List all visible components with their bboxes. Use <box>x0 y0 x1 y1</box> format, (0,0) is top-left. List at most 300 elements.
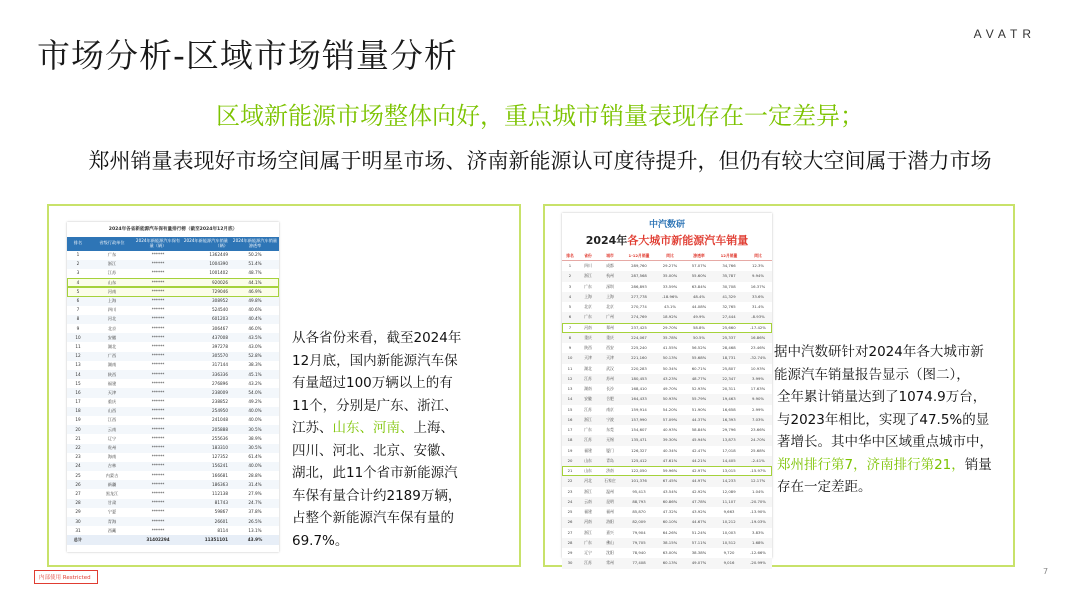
text-line: 全年累计销量达到了1074.9万台， <box>777 389 987 405</box>
table-cell: 东莞 <box>606 427 614 433</box>
table-cell: 10,212 <box>722 519 736 525</box>
table-cell: 吉林 <box>107 463 117 469</box>
table-cell: 11,107 <box>722 498 736 504</box>
province-table-row <box>67 324 279 333</box>
table-cell: 46.0% <box>248 325 262 331</box>
table-cell: ****** <box>151 509 165 515</box>
table-cell: 24.70% <box>750 437 766 443</box>
table-cell: 40.6% <box>248 307 262 313</box>
table-cell: 59.96% <box>662 468 678 474</box>
table-cell: 18 <box>567 437 573 443</box>
table-cell: 常州 <box>606 560 614 566</box>
table-cell: 437008 <box>212 334 228 340</box>
table-cell: ****** <box>151 371 165 377</box>
table-cell: 31 <box>75 527 81 533</box>
table-cell: 1.68% <box>751 539 765 545</box>
table-cell: 10,512 <box>722 539 736 545</box>
province-table-row <box>67 315 279 324</box>
city-table-row <box>562 415 772 425</box>
table-cell: 20 <box>567 457 573 463</box>
table-cell: 28 <box>75 500 81 506</box>
table-cell: 26.5% <box>248 518 262 524</box>
table-cell: 112138 <box>212 490 228 496</box>
table-cell: 新疆 <box>107 481 117 487</box>
header-cell: 省级行政单位 <box>99 240 125 246</box>
table-cell: 9.90% <box>751 396 765 402</box>
table-cell: ****** <box>151 445 165 451</box>
text-segment: 江苏、 <box>292 420 333 436</box>
table-cell: 6 <box>568 314 572 320</box>
city-table-brand: 中汽数研 <box>648 220 685 230</box>
table-cell: 241048 <box>212 417 228 423</box>
table-cell: 4 <box>76 279 80 285</box>
table-cell: 广东 <box>584 283 592 289</box>
table-cell: 63.84% <box>691 283 707 289</box>
table-cell: 32,765 <box>722 304 736 310</box>
table-cell: 合肥 <box>606 396 614 402</box>
table-cell: 49.9% <box>692 314 706 320</box>
table-cell: 47.61% <box>662 457 678 463</box>
table-cell: 81743 <box>214 500 228 506</box>
table-cell: 59867 <box>214 509 228 515</box>
table-cell: 38.9% <box>248 435 262 441</box>
table-cell: ****** <box>151 490 165 496</box>
table-cell: 3 <box>76 270 80 276</box>
table-cell: 308952 <box>212 298 228 304</box>
table-cell: 24.7% <box>248 500 262 506</box>
table-cell: 35.78% <box>662 334 678 340</box>
table-cell: 164,433 <box>631 396 647 402</box>
city-table-row <box>562 312 772 322</box>
table-cell: 25,807 <box>722 365 736 371</box>
table-cell: 广东 <box>584 539 592 545</box>
table-cell: -20.70% <box>750 498 766 504</box>
header-cell: 同比 <box>754 252 762 258</box>
text-line: 从各省份来看，截至2024年 <box>292 330 462 346</box>
table-cell: 7 <box>568 324 572 330</box>
table-cell: 88,793 <box>632 498 646 504</box>
table-cell: 3.83% <box>751 529 765 535</box>
province-table-row <box>67 361 279 370</box>
province-table-row <box>67 489 279 498</box>
table-cell: 28,468 <box>722 345 736 351</box>
table-cell: 重庆 <box>584 334 592 340</box>
table-cell: 17 <box>567 427 573 433</box>
table-cell: 12.3% <box>751 263 765 269</box>
table-cell: 宁夏 <box>107 509 117 515</box>
table-cell: 广东 <box>584 427 592 433</box>
table-cell: -2.41% <box>751 457 765 463</box>
table-cell: 15 <box>75 380 81 386</box>
table-cell: ****** <box>151 270 165 276</box>
table-cell: 16.37% <box>750 283 766 289</box>
table-cell: 43.54% <box>662 488 678 494</box>
text-line: 湖北，此11个省市新能源汽 <box>292 465 458 481</box>
table-cell: 黑龙江 <box>105 490 119 496</box>
table-cell: 43.23% <box>662 375 678 381</box>
province-table-row <box>67 287 279 296</box>
province-table-row <box>67 434 279 443</box>
table-cell: 17 <box>75 399 81 405</box>
table-cell: ****** <box>151 380 165 386</box>
table-cell: 125,412 <box>631 457 647 463</box>
table-cell: ****** <box>151 399 165 405</box>
city-table-row <box>562 487 772 497</box>
table-cell: 29.70% <box>662 324 678 330</box>
table-cell: 18,731 <box>722 355 736 361</box>
table-cell: 佛山 <box>606 539 614 545</box>
header-cell: 2024年新能源汽车销量（辆） <box>183 238 228 248</box>
province-table-row <box>67 333 279 342</box>
table-cell: 78,940 <box>632 550 646 556</box>
province-table-row <box>67 453 279 462</box>
table-cell: ****** <box>151 518 165 524</box>
text-line: 占整个新能源汽车保有量的 <box>292 510 454 526</box>
city-table-row <box>562 446 772 456</box>
table-cell: 河北 <box>584 478 592 484</box>
table-cell: -18.96% <box>662 293 678 299</box>
table-cell: 60.13% <box>662 560 678 566</box>
table-cell: 福建 <box>107 380 117 386</box>
province-table-row <box>67 508 279 517</box>
table-cell: 21 <box>75 435 81 441</box>
table-cell: 127352 <box>212 454 228 460</box>
page-number: 7 <box>1043 567 1049 576</box>
table-cell: 64.26% <box>662 529 678 535</box>
table-cell: 18.92% <box>662 314 678 320</box>
table-cell: 79,904 <box>632 529 646 535</box>
table-cell: 1.04% <box>751 488 765 494</box>
table-cell: 52.8% <box>248 353 262 359</box>
table-cell: 43.9% <box>247 536 263 542</box>
table-cell: 14 <box>567 396 573 402</box>
table-cell: 60.71% <box>691 365 707 371</box>
city-table-title-prefix: 2024年 <box>585 234 628 247</box>
table-cell: 60.10% <box>662 519 678 525</box>
table-cell: 湖北 <box>107 343 117 349</box>
table-cell: 43.2% <box>248 380 262 386</box>
table-cell: 336336 <box>212 371 228 377</box>
province-table-row <box>67 407 279 416</box>
table-cell: 10.93% <box>750 365 766 371</box>
table-cell: 1001402 <box>209 270 228 276</box>
table-cell: 397278 <box>212 343 228 349</box>
table-cell: 50.2% <box>248 252 262 258</box>
table-cell: 42.92% <box>691 488 707 494</box>
table-cell: 33.6% <box>751 293 765 299</box>
city-table-row <box>562 333 772 343</box>
table-cell: 277,778 <box>631 293 647 299</box>
text-line: 12月底，国内新能源汽车保 <box>292 352 458 369</box>
table-cell: 河南 <box>107 288 117 294</box>
province-table-row <box>67 462 279 471</box>
table-cell: 50.34% <box>662 365 678 371</box>
table-cell: 287,568 <box>631 273 647 279</box>
table-cell: 51.4% <box>248 261 262 267</box>
table-cell: 厦门 <box>606 447 614 453</box>
table-cell: 30 <box>75 518 81 524</box>
table-cell: 27 <box>75 490 81 496</box>
table-cell: 浙江 <box>584 488 592 494</box>
table-cell: 9 <box>76 325 80 331</box>
table-cell: 辽宁 <box>584 550 592 556</box>
table-cell: 27 <box>567 529 573 535</box>
city-table-row <box>562 476 772 486</box>
header-cell: 城市 <box>606 252 614 258</box>
table-cell: 57.09% <box>662 416 678 422</box>
province-table-row <box>67 416 279 425</box>
text-segment: 销量 <box>964 456 992 473</box>
table-cell: 福建 <box>584 447 592 453</box>
table-cell: 山西 <box>107 408 117 414</box>
table-cell: 58.8% <box>692 324 706 330</box>
table-cell: -12.66% <box>750 550 766 556</box>
table-cell: 1004390 <box>209 261 228 267</box>
table-cell: 湖南 <box>107 362 117 368</box>
table-cell: 101,376 <box>631 478 647 484</box>
table-cell: ****** <box>151 362 165 368</box>
table-cell: 安徽 <box>107 334 117 340</box>
table-cell: 44.37% <box>691 416 707 422</box>
table-cell: 江苏 <box>584 560 592 566</box>
table-cell: 26601 <box>214 518 228 524</box>
table-cell: ****** <box>151 417 165 423</box>
table-cell: 广东 <box>107 252 117 258</box>
table-cell: 1 <box>568 263 572 269</box>
table-cell: 10,003 <box>722 529 736 535</box>
table-cell: 60.86% <box>662 498 678 504</box>
table-cell: 274,769 <box>631 314 647 320</box>
table-cell: 江苏 <box>584 437 592 443</box>
table-cell: 16.86% <box>750 334 766 340</box>
table-cell: 浙江 <box>584 416 592 422</box>
table-cell: 183310 <box>212 445 228 451</box>
table-cell: 25,660 <box>722 324 736 330</box>
table-cell: 14 <box>75 371 81 377</box>
table-cell: 9 <box>568 345 572 351</box>
table-cell: ****** <box>151 288 165 294</box>
table-cell: 35,787 <box>722 273 736 279</box>
city-table-header <box>562 251 772 261</box>
table-cell: ****** <box>151 325 165 331</box>
table-cell: 5 <box>76 288 80 294</box>
table-cell: 45.1% <box>248 371 262 377</box>
table-cell: 47.78% <box>691 498 707 504</box>
text-line: 据中汽数研针对2024年各大城市新 <box>774 344 984 360</box>
table-cell: 江苏 <box>584 375 592 381</box>
table-cell: 福建 <box>584 509 592 515</box>
table-cell: 浙江 <box>584 529 592 535</box>
table-cell: 50.93% <box>662 396 678 402</box>
table-cell: 杭州 <box>606 273 614 279</box>
table-cell: 河北 <box>107 316 117 322</box>
table-cell: 31.4% <box>751 304 765 310</box>
province-analysis-text <box>292 327 472 552</box>
table-cell: 陕西 <box>107 371 117 377</box>
table-cell: 237,425 <box>631 324 647 330</box>
header-cell: 排名 <box>73 240 83 246</box>
text-line: 69.7%。 <box>292 532 349 549</box>
table-cell: 长沙 <box>606 386 614 392</box>
table-cell: 13,015 <box>722 468 736 474</box>
table-cell: 38.38% <box>691 550 707 556</box>
table-cell: 19 <box>567 447 573 453</box>
city-table-row <box>562 282 772 292</box>
table-cell: 23 <box>75 454 81 460</box>
table-cell: 41,329 <box>722 293 736 299</box>
table-cell: 上海 <box>584 293 592 299</box>
city-table-title-main: 各大城市新能源汽车销量 <box>627 234 749 247</box>
table-cell: 西藏 <box>107 527 117 533</box>
table-cell: 254950 <box>212 408 228 414</box>
table-cell: 5 <box>568 304 572 310</box>
province-table-row <box>67 425 279 434</box>
table-cell: 嘉兴 <box>606 529 614 535</box>
table-cell: 山东 <box>584 468 592 474</box>
text-line: 著增长。其中华中区域重点城市中， <box>777 434 993 450</box>
table-cell: 40.4% <box>248 316 262 322</box>
table-cell: 11351101 <box>204 536 228 542</box>
table-cell: 2.99% <box>751 406 765 412</box>
table-cell: 306467 <box>212 325 228 331</box>
table-cell: 25.68% <box>750 447 766 453</box>
table-cell: 河南 <box>584 324 592 330</box>
header-cell: 2024年新能源汽车销量渗透率 <box>232 238 278 248</box>
table-cell: ****** <box>151 463 165 469</box>
header-cell: 同比 <box>666 252 674 258</box>
city-table-row <box>562 271 772 281</box>
table-cell: 29 <box>75 509 81 515</box>
province-table-row <box>67 526 279 535</box>
table-cell: 57.07% <box>691 263 707 269</box>
table-cell: 北京 <box>584 304 592 310</box>
table-cell: 920026 <box>212 279 228 285</box>
table-cell: 24 <box>75 463 81 469</box>
province-table-row <box>67 480 279 489</box>
table-cell: 重庆 <box>606 334 614 340</box>
table-cell: ****** <box>151 307 165 313</box>
table-cell: 225,240 <box>631 345 647 351</box>
city-analysis-text <box>774 341 994 499</box>
table-cell: 云南 <box>107 426 117 432</box>
table-cell: 55.79% <box>691 396 707 402</box>
table-cell: 江西 <box>107 417 117 423</box>
table-cell: 77,408 <box>632 560 646 566</box>
table-cell: 33.59% <box>662 283 678 289</box>
city-table-row <box>562 548 772 558</box>
province-table-row <box>67 251 279 260</box>
table-cell: 16,658 <box>722 406 736 412</box>
city-table-row <box>562 517 772 527</box>
table-cell: 17,018 <box>722 447 736 453</box>
table-cell: 1362449 <box>209 252 228 258</box>
city-table-row <box>562 507 772 517</box>
text-line: 有量超过100万辆以上的有 <box>292 375 453 391</box>
table-cell: 16 <box>75 389 81 395</box>
table-cell: -32.74% <box>750 355 766 361</box>
table-cell: 49.07% <box>691 560 707 566</box>
province-table-row <box>67 517 279 526</box>
table-cell: 昆明 <box>606 498 614 504</box>
table-cell: ****** <box>151 408 165 414</box>
text-line <box>292 417 472 440</box>
table-cell: 湖南 <box>584 386 592 392</box>
table-cell: 305570 <box>212 353 228 359</box>
table-cell: 48.77% <box>691 375 707 381</box>
table-cell: 63.00% <box>662 550 678 556</box>
table-cell: 40.0% <box>248 463 262 469</box>
brand-logo: AVATR <box>973 27 1036 41</box>
table-cell: 50.13% <box>662 355 678 361</box>
table-cell: ****** <box>151 252 165 258</box>
table-cell: 224,067 <box>631 334 647 340</box>
table-cell: 255636 <box>212 435 228 441</box>
table-cell: 苏州 <box>606 375 614 381</box>
page-title: 市场分析-区域市场销量分析 <box>37 36 458 75</box>
table-cell: 38.15% <box>662 539 678 545</box>
table-cell: 49.70% <box>662 386 678 392</box>
table-cell: 4 <box>568 293 572 299</box>
table-cell: 广州 <box>606 314 614 320</box>
table-cell: 2 <box>568 273 572 279</box>
table-cell: 20,311 <box>722 386 736 392</box>
city-table-row <box>562 538 772 548</box>
table-cell: 44.1% <box>248 279 262 285</box>
table-cell: 甘肃 <box>107 500 117 506</box>
table-cell: 3.99% <box>751 375 765 381</box>
table-cell: 13 <box>75 362 81 368</box>
table-cell: 67.45% <box>662 478 678 484</box>
province-table-row <box>67 269 279 278</box>
city-table-row <box>562 323 772 333</box>
table-cell: 温州 <box>606 488 614 494</box>
table-cell: 25 <box>567 509 573 515</box>
table-cell: 43.0% <box>248 343 262 349</box>
table-cell: 22 <box>567 478 573 484</box>
table-cell: 北京 <box>606 304 614 310</box>
table-cell: 11 <box>567 365 573 371</box>
table-cell: -8.93% <box>751 314 765 320</box>
table-cell: 19 <box>75 417 81 423</box>
province-table-row <box>67 260 279 269</box>
table-cell: 29.27% <box>662 263 678 269</box>
table-cell: 11 <box>75 343 81 349</box>
table-cell: 重庆 <box>107 399 117 405</box>
province-table-row <box>67 278 279 287</box>
province-table-row <box>67 379 279 388</box>
table-cell: 23.66% <box>750 427 766 433</box>
province-table-row <box>67 535 279 544</box>
table-cell: 186363 <box>212 481 228 487</box>
table-cell: -13.90% <box>750 509 766 515</box>
city-table-row <box>562 466 772 476</box>
text-line: 存在一定差距。 <box>777 479 872 495</box>
table-cell: 25,337 <box>722 334 736 340</box>
table-cell: 52.93% <box>691 386 707 392</box>
city-table-row <box>562 405 772 415</box>
table-cell: 61.4% <box>248 454 262 460</box>
table-cell: 79,705 <box>632 539 646 545</box>
header-cell: 12月销量 <box>720 252 738 258</box>
table-cell: 28.8% <box>248 472 262 478</box>
province-table-header <box>67 237 279 251</box>
table-cell: 上海 <box>606 293 614 299</box>
table-cell: 12,089 <box>722 488 736 494</box>
table-cell: 12 <box>75 353 81 359</box>
table-cell: 56.52% <box>691 345 707 351</box>
table-cell: 天津 <box>584 355 592 361</box>
table-cell: 51.24% <box>691 529 707 535</box>
